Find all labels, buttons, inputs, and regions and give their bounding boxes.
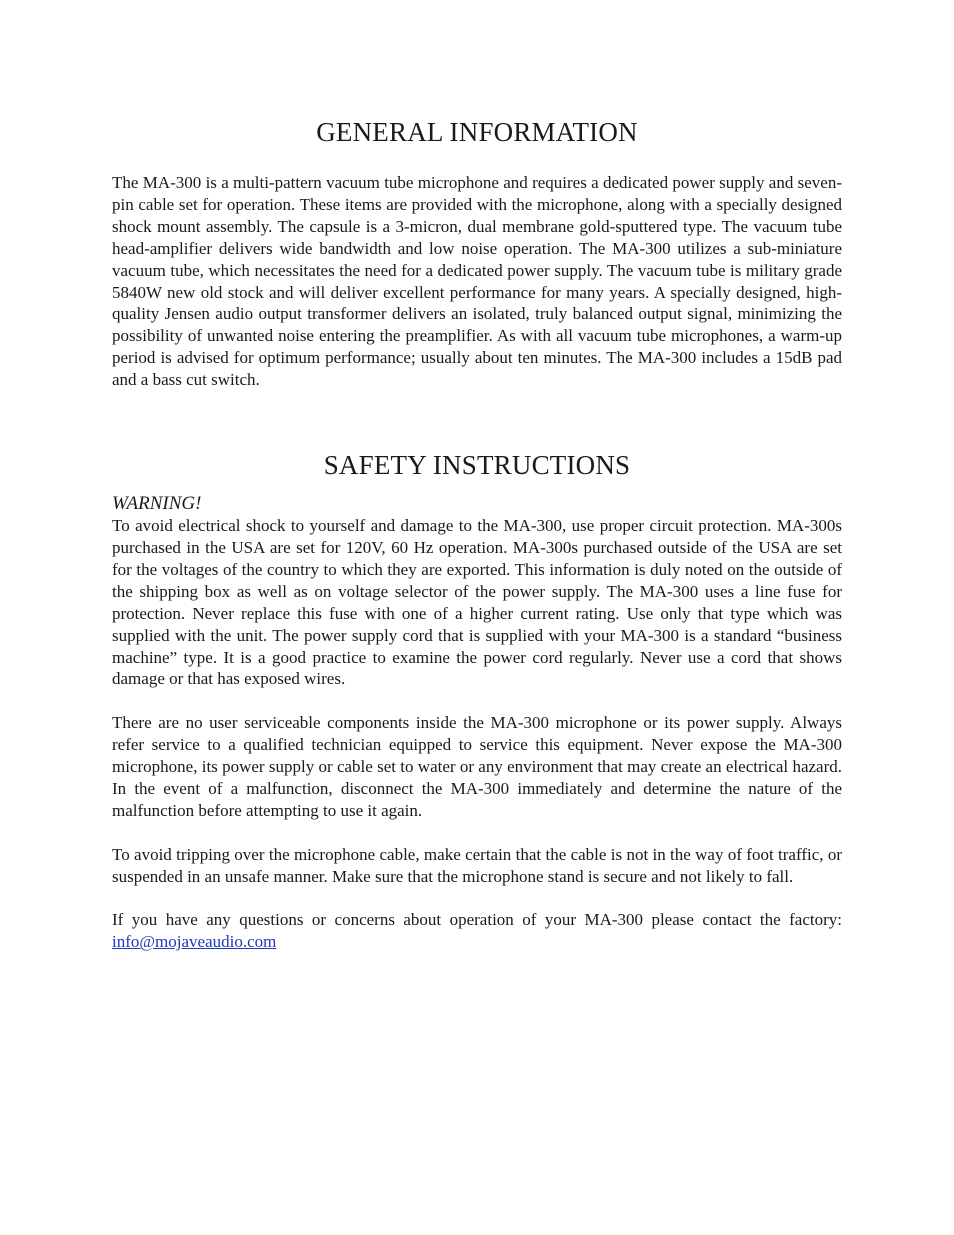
warning-label: WARNING! [112,493,202,515]
safety-paragraph-contact [112,909,842,953]
safety-paragraph-electrical: To avoid electrical shock to yourself and damage to the MA-300, use proper circuit protection. MA-300s purchased in the USA are set for 120V, 60 Hz operation. MA-300s purchased outside of the USA are set for the voltages of the country to which they are exported. This information is duly noted on the outside of the shipping box as well as on voltage selector of the power supply. The MA-300 uses a line fuse for protection. Never replace this fuse with one of a higher current rating. Use only that type which was supplied with the unit. The power supply cord that is supplied with your MA-300 is a standard “business machine” type. It is a good practice to examine the power cord regularly. Never use a cord that shows damage or that has exposed wires. [112,516,842,689]
document-page [112,112,842,953]
contact-email-link[interactable]: info@mojaveaudio.com [112,932,277,952]
safety-instructions-heading: SAFETY INSTRUCTIONS [323,450,631,481]
safety-paragraph-cable: To avoid tripping over the microphone cable, make certain that the cable is not in the way of foot traffic, or suspended in an unsafe manner. Make sure that the microphone stand is secure and not likely to fall. [112,844,842,886]
safety-paragraph-service: There are no user serviceable components inside the MA-300 microphone or its power supply. Always refer service to a qualified technician equipped to service this equipment. Never expose the MA-300 microphone, its power supply or cable set to water or any environment that may create an electrical hazard. In the event of a malfunction, disconnect the MA-300 immediately and determine the nature of the malfunction before attempting to use it again. [112,713,842,820]
contact-text: If you have any questions or concerns about operation of your MA-300 please contact the factory: [112,910,842,930]
general-information-body: The MA-300 is a multi-pattern vacuum tube microphone and requires a dedicated power supply and seven-pin cable set for operation. These items are provided with the microphone, along with a specially designed shock mount assembly. The capsule is a 3-micron, dual membrane gold-sputtered type. The vacuum tube head-amplifier delivers wide bandwidth and low noise operation. The MA-300 utilizes a sub-miniature vacuum tube, which necessitates the need for a dedicated power supply. The vacuum tube is military grade 5840W new old stock and will deliver excellent performance for many years. A specially designed, high-quality Jensen audio output transformer delivers an isolated, truly balanced output signal, minimizing the possibility of unwanted noise entering the preamplifier. As with all vacuum tube microphones, a warm-up period is advised for optimum performance; usually about ten minutes. The MA-300 includes a 15dB pad and a bass cut switch. [112,173,842,390]
general-information-heading: GENERAL INFORMATION [316,117,638,147]
